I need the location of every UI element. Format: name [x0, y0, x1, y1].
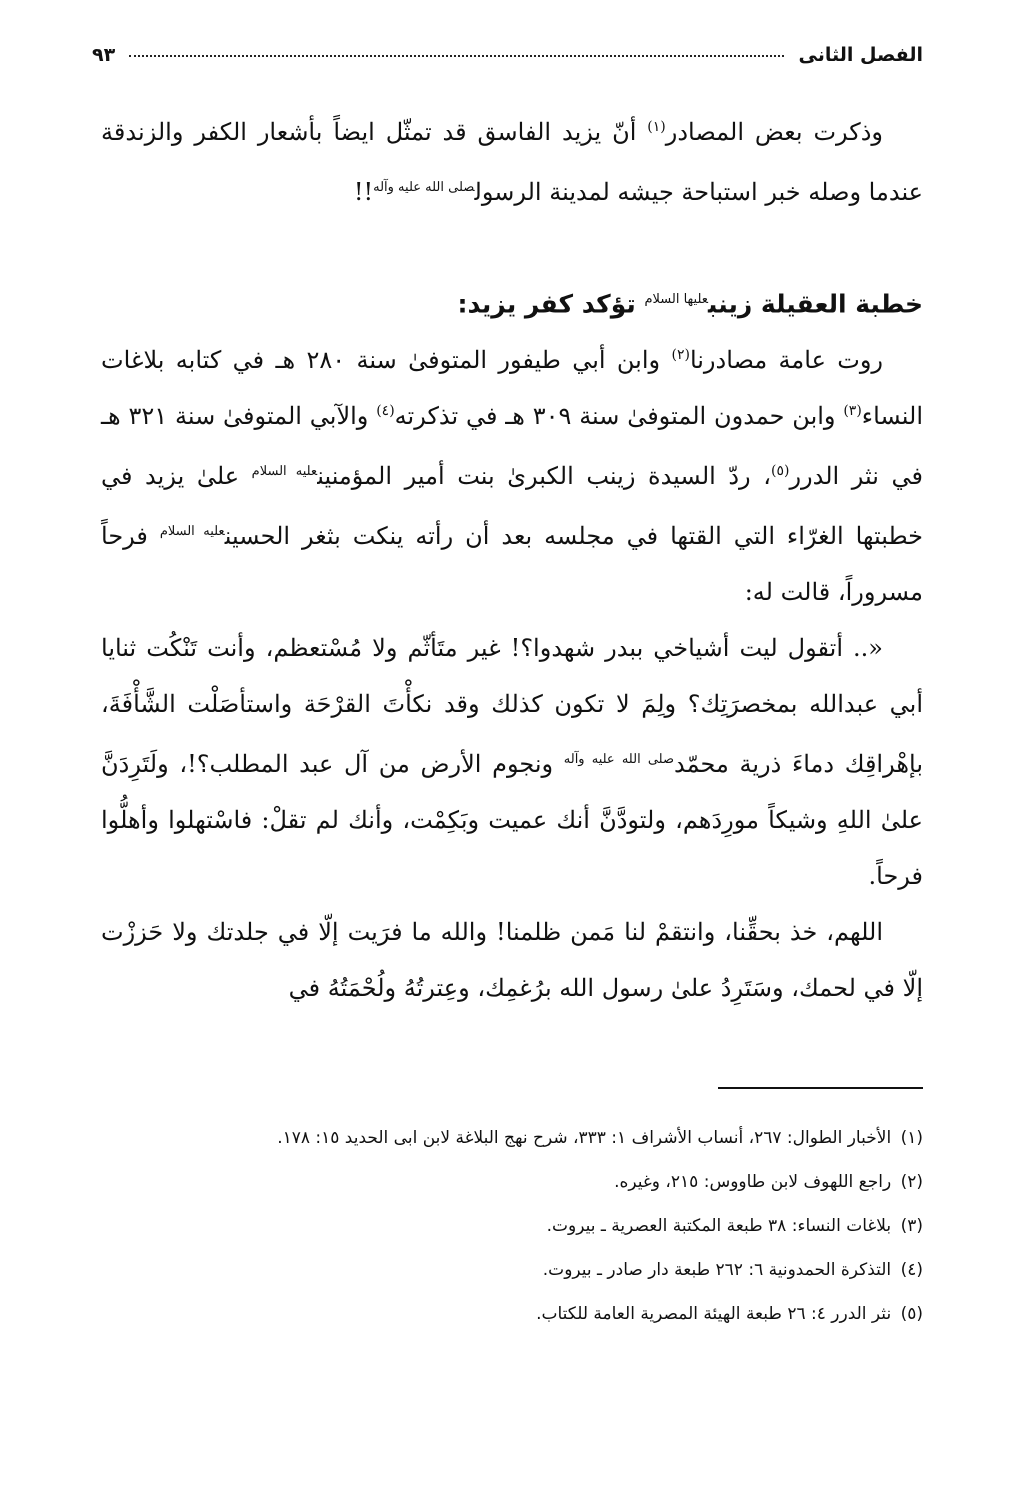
page-number: ٩٣ — [92, 44, 116, 66]
footnote-number: (١) — [900, 1128, 923, 1148]
text-run: وذكرت بعض المصادر — [665, 118, 884, 146]
footnote-text: راجع اللهوف لابن طاووس: ٢١٥، وغيره. — [614, 1172, 892, 1192]
paragraph-2 — [101, 332, 923, 620]
footnote-separator — [718, 1087, 923, 1089]
header-dot-leader — [129, 53, 784, 57]
honorific-seal: عليها السلام — [644, 292, 709, 307]
running-head — [92, 38, 923, 72]
text-run: وابن حمدون المتوفىٰ سنة ٣٠٩ هـ في تذكرته — [394, 402, 844, 431]
honorific-seal: صلى الله عليه وآله — [563, 752, 675, 768]
footnote-number: (٥) — [900, 1304, 923, 1324]
paragraph-4 — [101, 904, 923, 1016]
text-run: والآبي المتوفىٰ سنة ٣٢١ هـ في نثر الدرر — [101, 402, 924, 491]
footnote-ref-2: (٢) — [671, 347, 690, 364]
text-run: ونجوم الأرض من آل عبد المطلب؟!، ولَتَرِدَنَّ علىٰ اللهِ وشيكاً مورِدَهم، ولتودَّنَّ أنك عميت وبَكِمْت، وأنك لم تقلْ: فاسْتهلوا وأهلُّوا فرحاً. — [101, 750, 923, 891]
footnote-ref-4: (٤) — [376, 403, 395, 420]
footnote-number: (٤) — [900, 1260, 923, 1280]
chapter-title: الفصل الثانى — [798, 44, 923, 66]
footnote-text: التذكرة الحمدونية ٦: ٢٦٢ طبعة دار صادر ـ بيروت. — [542, 1260, 892, 1280]
footnote-text: بلاغات النساء: ٣٨ طبعة المكتبة العصرية ـ بيروت. — [546, 1216, 892, 1236]
honorific-seal: عليه السلام — [159, 524, 225, 540]
text-run: روت عامة مصادرنا — [689, 346, 883, 375]
footnote-text: الأخبار الطوال: ٢٦٧، أنساب الأشراف ١: ٣٣٣، شرح نهج البلاغة لابن ابى الحديد ١٥: ١٧٨. — [277, 1128, 892, 1148]
main-text — [101, 104, 923, 1016]
heading-text: خطبة العقيلة زينب — [708, 289, 923, 319]
spacer — [101, 220, 923, 272]
footnote-3 — [101, 1208, 923, 1244]
text-run: اللهم، خذ بحقِّنا، وانتقمْ لنا مَمن ظلمنا! والله ما فرَيت إلّا في جلدتك ولا حَززْت إلّا في لحمك، وسَتَرِدُ علىٰ رسول الله برُغمِك، وعِترتُهُ ولُحْمَتُهُ في — [101, 918, 923, 1003]
honorific-seal: عليه السلام — [251, 464, 318, 480]
paragraph-1 — [101, 104, 923, 220]
text-run: !! — [353, 178, 374, 206]
text-run: «.. أتقول ليت أشياخي ببدر شهدوا؟! غير متَأثّم ولا مُسْتعظم، وأنت تَنْكُت ثنايا أبي عبدالله بمخصرَتِك؟ ولِمَ لا تكون كذلك وقد نكأْتَ القرْحَة واستأصَلْت الشَّأْفَةَ، بإهْراقِك دماءَ ذرية محمّد — [101, 634, 923, 779]
honorific-seal: صلى الله عليه وآله — [373, 180, 475, 195]
text-run: علىٰ يزيد في خطبتها الغرّاء التي القتها في مجلسه بعد أن رأته ينكت بثغر الحسين — [101, 462, 923, 551]
text-run: وابن أبي طيفور المتوفىٰ سنة ٢٨٠ هـ في كتابه بلاغات النساء — [101, 346, 924, 431]
paragraph-3-quote — [101, 620, 923, 904]
section-heading — [101, 272, 923, 332]
footnote-ref-1: (١) — [647, 119, 666, 135]
text-run: أنّ يزيد الفاسق قد تمثّل ايضاً بأشعار الكفر والزندقة عندما وصله خبر استباحة جيشه لمدينة الرسول — [101, 118, 923, 206]
heading-text: تؤكد كفر يزيد: — [457, 289, 645, 319]
text-run: ، ردّ السيدة زينب الكبرىٰ بنت أمير المؤمنين — [317, 462, 771, 491]
footnote-5 — [101, 1296, 923, 1332]
footnote-4 — [101, 1252, 923, 1288]
footnote-ref-3: (٣) — [843, 403, 862, 420]
footnote-1 — [101, 1120, 923, 1156]
footnote-text: نثر الدرر ٤: ٢٦ طبعة الهيئة المصرية العامة للكتاب. — [536, 1304, 892, 1324]
footnote-ref-5: (٥) — [770, 463, 790, 480]
text-run: فرحاً مسروراً، قالت له: — [101, 522, 923, 607]
footnote-number: (٣) — [900, 1216, 923, 1236]
footnote-2 — [101, 1164, 923, 1200]
footnotes — [101, 1120, 923, 1340]
footnote-number: (٢) — [900, 1172, 923, 1192]
